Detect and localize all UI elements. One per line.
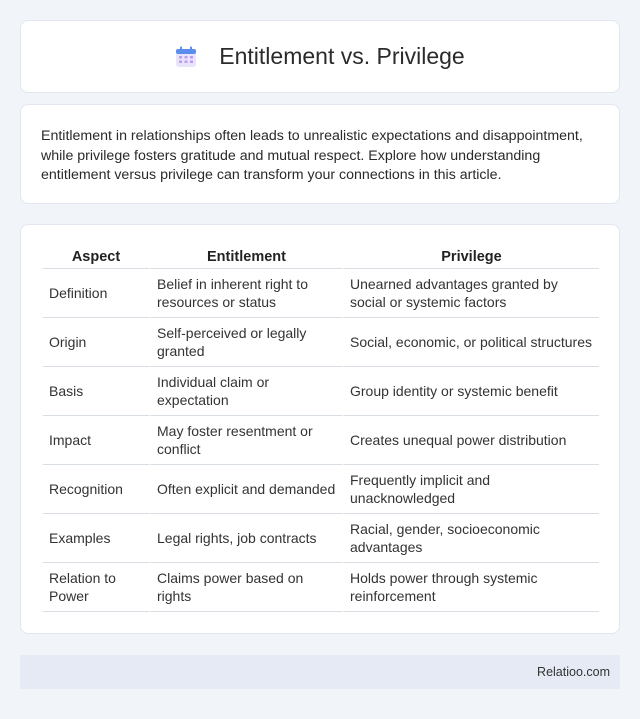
header-privilege: Privilege — [342, 245, 599, 269]
cell-aspect: Basis — [43, 367, 149, 416]
title-card — [20, 20, 620, 93]
cell-aspect: Relation to Power — [43, 563, 149, 612]
header-entitlement: Entitlement — [149, 245, 342, 269]
cell-aspect: Recognition — [43, 465, 149, 514]
cell-privilege: Creates unequal power distribution — [342, 416, 599, 465]
cell-entitlement: Self-perceived or legally granted — [149, 318, 342, 367]
cell-privilege: Frequently implicit and unacknowledged — [342, 465, 599, 514]
cell-privilege: Racial, gender, socioeconomic advantages — [342, 514, 599, 563]
cell-aspect: Examples — [43, 514, 149, 563]
cell-entitlement: Individual claim or expectation — [149, 367, 342, 416]
intro-card — [20, 104, 620, 204]
footer-bar — [20, 655, 620, 689]
cell-aspect: Origin — [43, 318, 149, 367]
cell-privilege: Group identity or systemic benefit — [342, 367, 599, 416]
comparison-table — [43, 245, 599, 612]
header-aspect: Aspect — [43, 245, 149, 269]
cell-entitlement: Belief in inherent right to resources or status — [149, 269, 342, 318]
table-row — [43, 514, 599, 563]
comparison-card — [20, 224, 620, 634]
cell-entitlement: Often explicit and demanded — [149, 465, 342, 514]
cell-entitlement: Legal rights, job contracts — [149, 514, 342, 563]
table-row — [43, 416, 599, 465]
cell-privilege: Unearned advantages granted by social or systemic factors — [342, 269, 599, 318]
cell-aspect: Impact — [43, 416, 149, 465]
table-header-row — [43, 245, 599, 269]
cell-entitlement: May foster resentment or conflict — [149, 416, 342, 465]
cell-aspect: Definition — [43, 269, 149, 318]
table-row — [43, 318, 599, 367]
table-row — [43, 269, 599, 318]
calendar-icon — [175, 46, 197, 68]
cell-privilege: Holds power through systemic reinforcement — [342, 563, 599, 612]
footer-brand[interactable]: Relatioo.com — [537, 665, 610, 679]
table-row — [43, 465, 599, 514]
intro-text: Entitlement in relationships often leads to unrealistic expectations and disappointment, while privilege fosters gratitude and mutual respect. Explore how understanding entitlement versus privilege can transform your connections in this article. — [41, 128, 583, 183]
table-row — [43, 367, 599, 416]
cell-privilege: Social, economic, or political structures — [342, 318, 599, 367]
cell-entitlement: Claims power based on rights — [149, 563, 342, 612]
page-title: Entitlement vs. Privilege — [219, 43, 465, 69]
table-row — [43, 563, 599, 612]
